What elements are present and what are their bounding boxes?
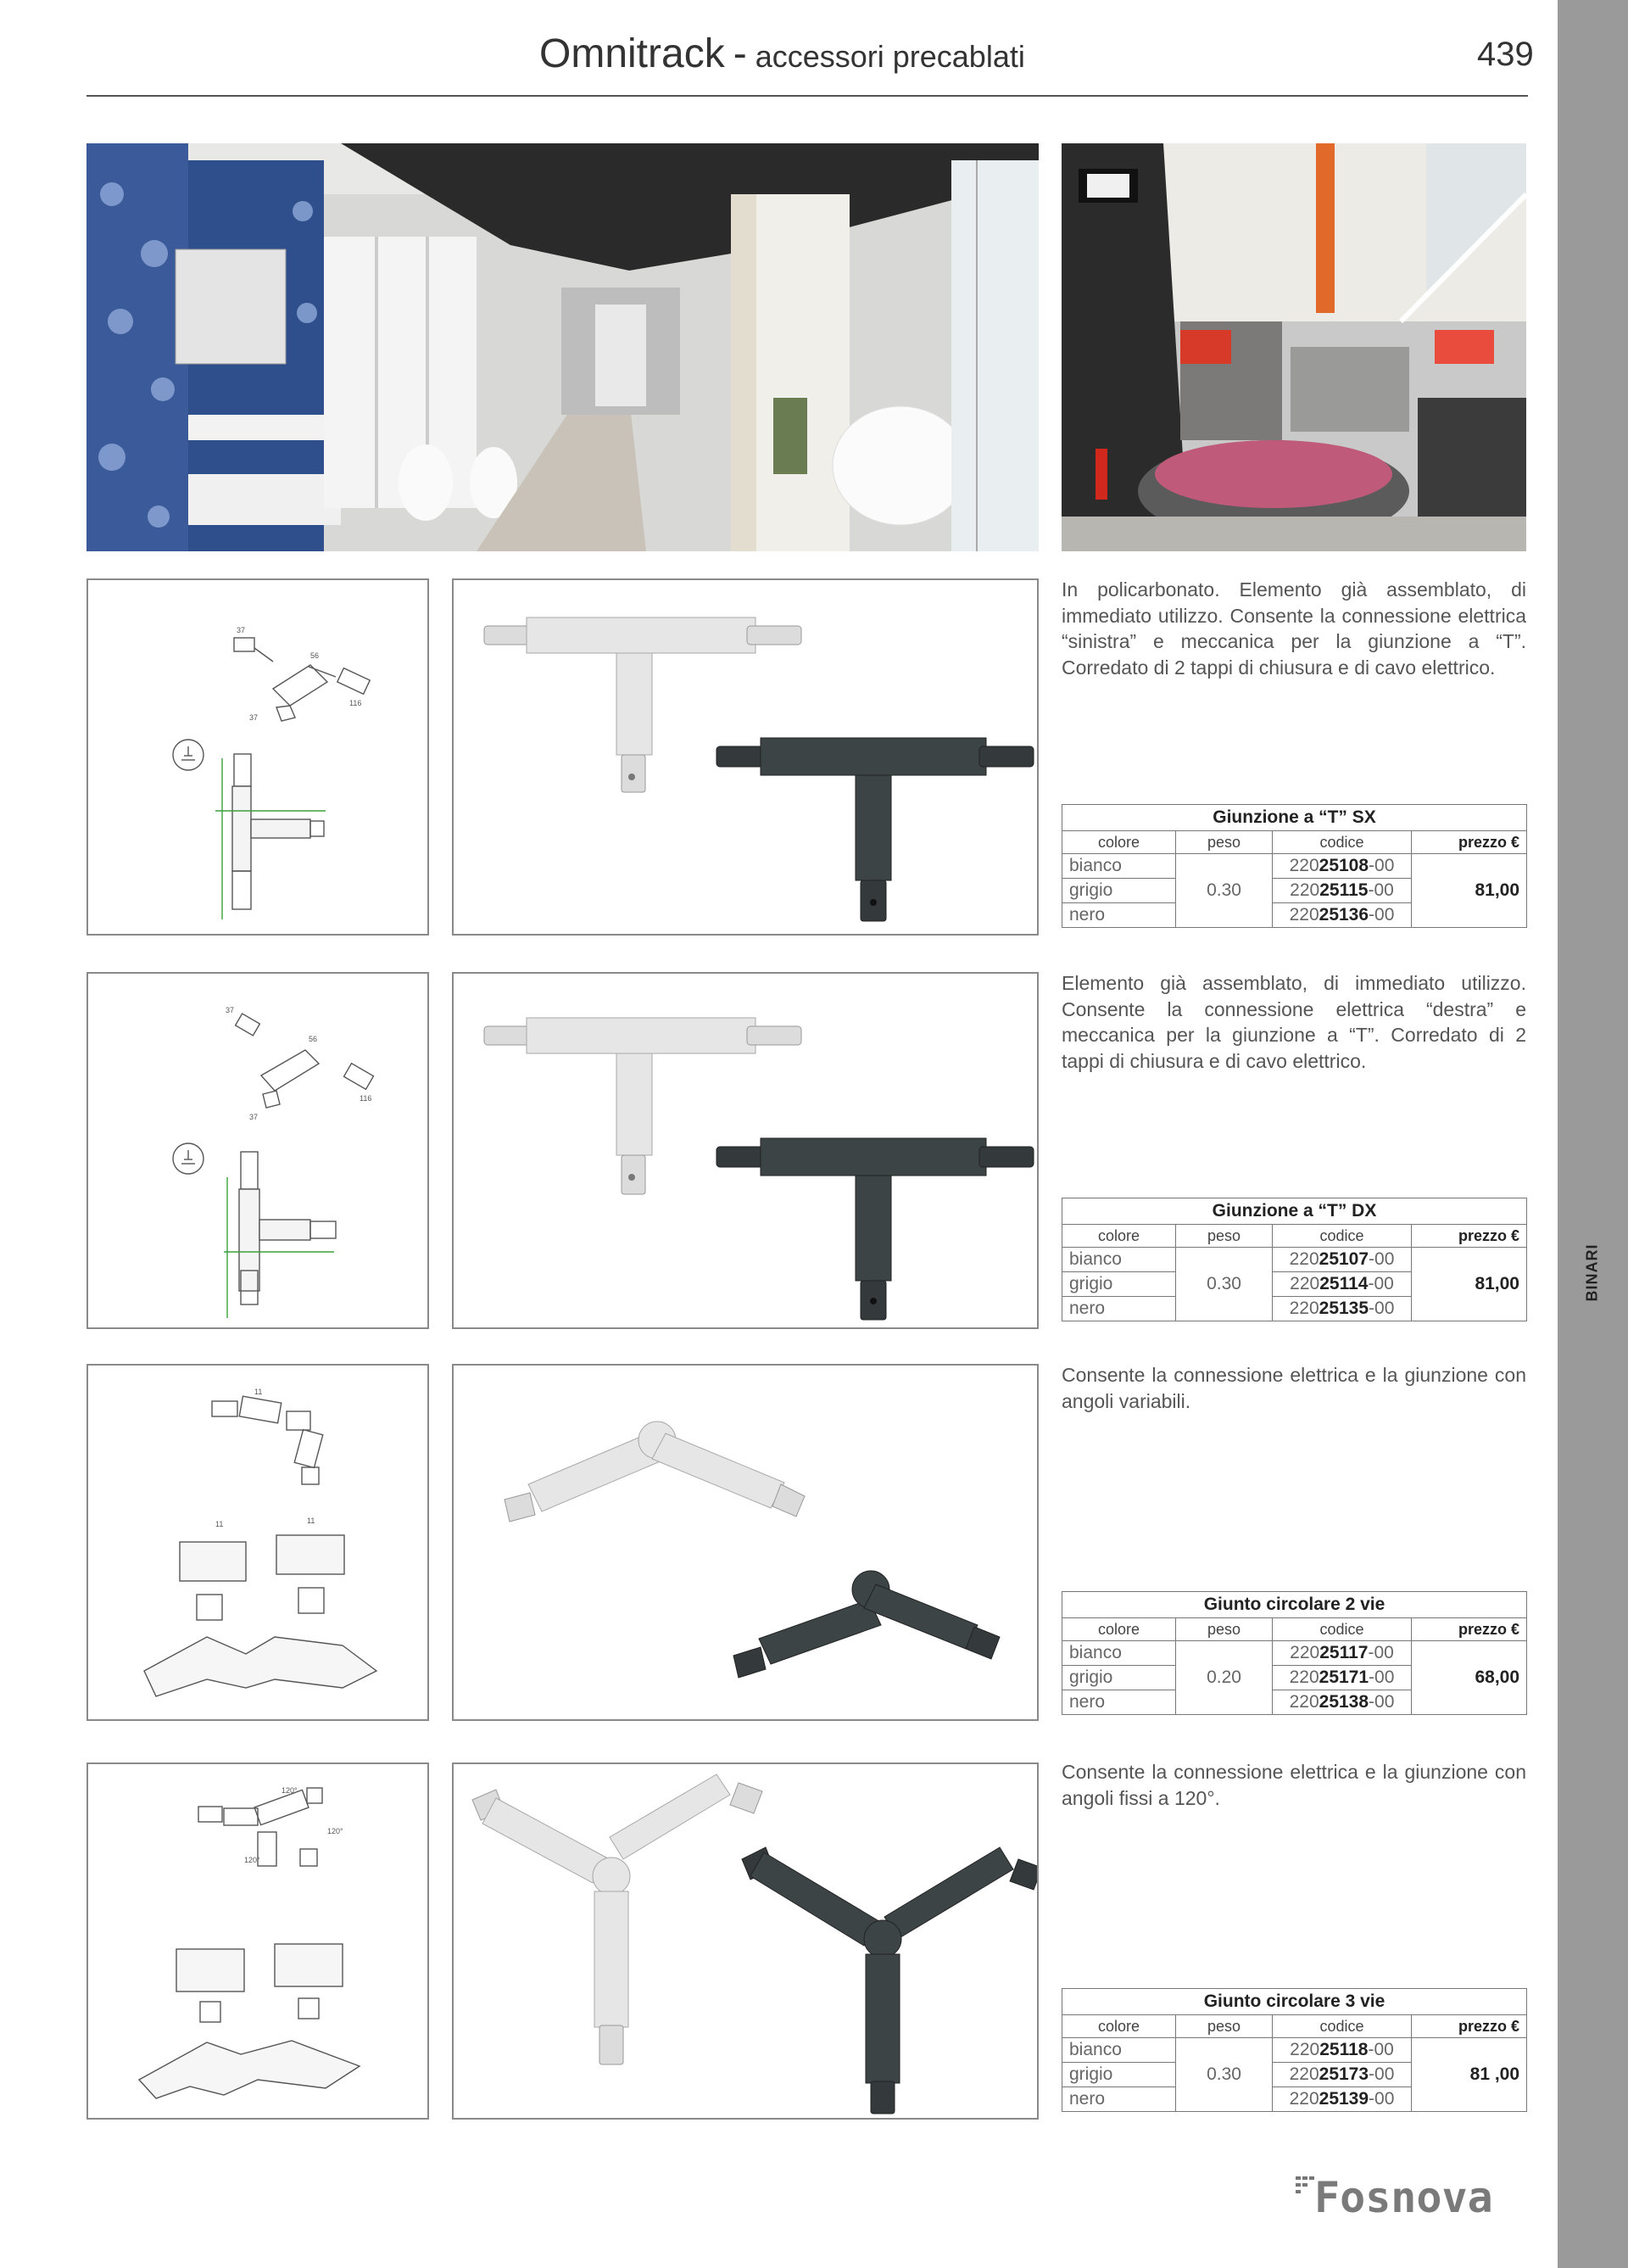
color-header: colore — [1062, 1225, 1176, 1248]
color-cell: nero — [1062, 1690, 1176, 1715]
spec-table-title: Giunto circolare 2 vie — [1062, 1592, 1527, 1618]
svg-text:11: 11 — [215, 1520, 224, 1528]
table-row — [1062, 854, 1527, 879]
color-cell: grigio — [1062, 1272, 1176, 1297]
price-cell: 68,00 — [1412, 1641, 1527, 1715]
svg-text:37: 37 — [237, 626, 246, 634]
weight-cell: 0.30 — [1176, 1248, 1273, 1321]
svg-text:Fosnova: Fosnova — [1314, 2173, 1493, 2219]
t-junction-dx-drawing — [88, 974, 427, 1327]
t-junction-sx-drawing — [88, 580, 427, 934]
svg-text:120°: 120° — [327, 1827, 343, 1835]
product-photo-3-way — [452, 1762, 1039, 2120]
circular-3-way-drawing — [88, 1764, 427, 2118]
circular-2-way-drawing — [88, 1366, 427, 1719]
color-header: colore — [1062, 2015, 1176, 2038]
code-cell: 22025107-00 — [1273, 1248, 1412, 1272]
grey-2-way-joint — [733, 1571, 1000, 1678]
svg-text:116: 116 — [349, 699, 362, 707]
code-cell: 22025136-00 — [1273, 903, 1412, 928]
code-cell: 22025114-00 — [1273, 1272, 1412, 1297]
svg-text:116: 116 — [360, 1094, 372, 1103]
spec-table-title: Giunto circolare 3 vie — [1062, 1989, 1527, 2015]
code-cell: 22025115-00 — [1273, 879, 1412, 903]
color-cell: bianco — [1062, 2038, 1176, 2063]
fosnova-logo — [1296, 2171, 1526, 2219]
code-header: codice — [1273, 1225, 1412, 1248]
code-cell: 22025139-00 — [1273, 2087, 1412, 2112]
side-tab-label: BINARI — [1583, 1243, 1601, 1301]
circular-2-way-photo — [454, 1366, 1037, 1719]
page-number: 439 — [1477, 36, 1534, 73]
header-divider — [86, 95, 1528, 97]
code-cell: 22025108-00 — [1273, 854, 1412, 879]
spec-table-3-way — [1062, 1988, 1527, 2112]
weight-cell: 0.20 — [1176, 1641, 1273, 1715]
code-cell: 22025173-00 — [1273, 2063, 1412, 2087]
color-cell: bianco — [1062, 1248, 1176, 1272]
table-row — [1062, 2038, 1527, 2063]
color-cell: nero — [1062, 2087, 1176, 2112]
spec-table-t-dx — [1062, 1198, 1527, 1321]
code-header: codice — [1273, 1618, 1412, 1641]
circular-3-way-photo — [454, 1764, 1037, 2118]
product-description-t-dx: Elemento già assemblato, di immediato utilizzo. Consente la connessione elettrica “destra” e meccanica per la giunzione a “T”. Corredato di 2 tappi di chiusura e di cavo elettrico. — [1062, 972, 1526, 1072]
spec-table-t-sx — [1062, 804, 1527, 928]
price-header: prezzo € — [1412, 2015, 1527, 2038]
page-subtitle: accessori precablati — [755, 39, 1025, 74]
price-cell: 81,00 — [1412, 854, 1527, 928]
price-cell: 81 ,00 — [1412, 2038, 1527, 2112]
svg-text:11: 11 — [254, 1388, 263, 1396]
spec-table-title: Giunzione a “T” SX — [1062, 805, 1527, 831]
weight-header: peso — [1176, 1225, 1273, 1248]
code-cell: 22025138-00 — [1273, 1690, 1412, 1715]
weight-cell: 0.30 — [1176, 2038, 1273, 2112]
technical-drawing-t-sx — [86, 578, 429, 936]
color-header: colore — [1062, 831, 1176, 854]
table-row — [1062, 1641, 1527, 1666]
price-header: prezzo € — [1412, 1225, 1527, 1248]
color-cell: bianco — [1062, 854, 1176, 879]
product-description-2-way: Consente la connessione elettrica e la giunzione con angoli variabili. — [1062, 1364, 1526, 1412]
product-description-t-sx: In policarbonato. Elemento già assemblato, di immediato utilizzo. Consente la connessione elettrica “sinistra” e meccanica per la giunzione a “T”. Corredato di 2 tappi di chiusura e di cavo elettrico. — [1062, 578, 1526, 679]
weight-cell: 0.30 — [1176, 854, 1273, 928]
white-2-way-joint — [505, 1422, 805, 1522]
product-photo-t-sx — [452, 578, 1039, 936]
technical-drawing-3-way — [86, 1762, 429, 2120]
product-photo-t-dx — [452, 972, 1039, 1329]
weight-header: peso — [1176, 2015, 1273, 2038]
code-cell: 22025118-00 — [1273, 2038, 1412, 2063]
svg-text:120°: 120° — [282, 1786, 298, 1795]
svg-text:37: 37 — [249, 713, 259, 722]
color-cell: grigio — [1062, 2063, 1176, 2087]
weight-header: peso — [1176, 831, 1273, 854]
svg-text:56: 56 — [310, 651, 320, 660]
page-title — [539, 31, 1025, 77]
grey-3-way-joint — [742, 1847, 1037, 2114]
code-header: codice — [1273, 831, 1412, 854]
side-tab — [1558, 0, 1628, 2268]
color-cell: nero — [1062, 903, 1176, 928]
grey-t-junction — [716, 1138, 1034, 1320]
t-junction-sx-photo — [454, 580, 1037, 934]
svg-text:56: 56 — [309, 1035, 318, 1043]
color-cell: grigio — [1062, 879, 1176, 903]
code-cell: 22025135-00 — [1273, 1297, 1412, 1321]
white-t-junction — [484, 1018, 801, 1194]
t-junction-dx-photo — [454, 974, 1037, 1327]
price-cell: 81,00 — [1412, 1248, 1527, 1321]
code-cell: 22025171-00 — [1273, 1666, 1412, 1690]
table-row — [1062, 1248, 1527, 1272]
color-cell: grigio — [1062, 1666, 1176, 1690]
color-cell: bianco — [1062, 1641, 1176, 1666]
white-3-way-joint — [472, 1774, 762, 2064]
color-header: colore — [1062, 1618, 1176, 1641]
technical-drawing-2-way — [86, 1364, 429, 1721]
technical-drawing-t-dx — [86, 972, 429, 1329]
price-header: prezzo € — [1412, 831, 1527, 854]
grey-t-junction — [716, 738, 1034, 921]
title-separator: - — [733, 31, 747, 76]
product-photo-2-way — [452, 1364, 1039, 1721]
spec-table-2-way — [1062, 1591, 1527, 1715]
code-header: codice — [1273, 2015, 1412, 2038]
product-description-3-way: Consente la connessione elettrica e la giunzione con angoli fissi a 120°. — [1062, 1761, 1526, 1809]
svg-text:37: 37 — [249, 1113, 259, 1121]
svg-text:37: 37 — [226, 1006, 235, 1014]
showroom-photo — [86, 143, 1039, 551]
code-cell: 22025117-00 — [1273, 1641, 1412, 1666]
price-header: prezzo € — [1412, 1618, 1527, 1641]
weight-header: peso — [1176, 1618, 1273, 1641]
spec-table-title: Giunzione a “T” DX — [1062, 1198, 1527, 1225]
color-cell: nero — [1062, 1297, 1176, 1321]
svg-text:11: 11 — [307, 1517, 315, 1525]
supermarket-photo — [1062, 143, 1526, 551]
page-title-main: Omnitrack — [539, 31, 725, 76]
svg-text:120°: 120° — [244, 1856, 260, 1864]
